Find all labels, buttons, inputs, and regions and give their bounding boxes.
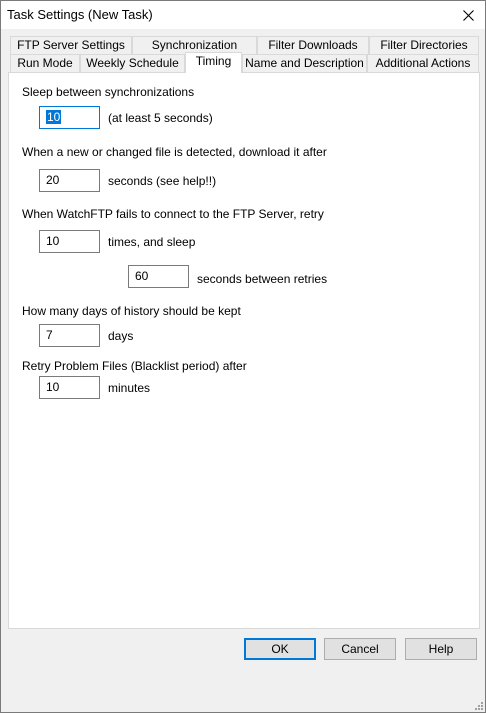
tab-additional-actions[interactable]: Additional Actions xyxy=(367,54,479,72)
download-delay-input[interactable]: 20 xyxy=(39,169,100,192)
tab-filter-downloads[interactable]: Filter Downloads xyxy=(257,36,369,55)
retry-count-input[interactable]: 10 xyxy=(39,230,100,253)
blacklist-unit: minutes xyxy=(108,381,151,395)
tab-run-mode[interactable]: Run Mode xyxy=(10,54,80,72)
sleep-input[interactable]: 10 xyxy=(39,106,100,129)
window-title: Task Settings (New Task) xyxy=(7,7,153,22)
history-unit: days xyxy=(108,329,134,343)
tab-filter-directories[interactable]: Filter Directories xyxy=(369,36,479,55)
tab-weekly-schedule[interactable]: Weekly Schedule xyxy=(80,54,185,72)
close-button[interactable] xyxy=(451,1,485,29)
retry-sleep-input[interactable]: 60 xyxy=(128,265,189,288)
tab-timing[interactable]: Timing xyxy=(185,52,242,73)
tab-name-and-description[interactable]: Name and Description xyxy=(242,54,367,72)
blacklist-minutes-input[interactable]: 10 xyxy=(39,376,100,399)
timing-panel xyxy=(8,72,480,629)
download-unit: seconds (see help!!) xyxy=(108,174,217,188)
download-label: When a new or changed file is detected, download it after xyxy=(22,145,327,159)
retry-unit: times, and sleep xyxy=(108,235,196,249)
retry-sleep-unit: seconds between retries xyxy=(197,272,328,286)
cancel-button[interactable]: Cancel xyxy=(324,638,396,660)
sleep-label: Sleep between synchronizations xyxy=(22,85,195,99)
ok-button[interactable]: OK xyxy=(244,638,316,660)
sleep-hint: (at least 5 seconds) xyxy=(108,111,213,125)
history-label: How many days of history should be kept xyxy=(22,304,241,318)
history-days-input[interactable]: 7 xyxy=(39,324,100,347)
title-bar xyxy=(1,1,485,29)
tab-ftp-server-settings[interactable]: FTP Server Settings xyxy=(10,36,132,55)
retry-label: When WatchFTP fails to connect to the FTP Server, retry xyxy=(22,207,324,221)
tab-synchronization[interactable]: Synchronization xyxy=(132,36,257,55)
close-icon xyxy=(463,10,474,21)
resize-grip-icon[interactable] xyxy=(473,700,483,710)
help-button[interactable]: Help xyxy=(405,638,477,660)
blacklist-label: Retry Problem Files (Blacklist period) after xyxy=(22,359,247,373)
